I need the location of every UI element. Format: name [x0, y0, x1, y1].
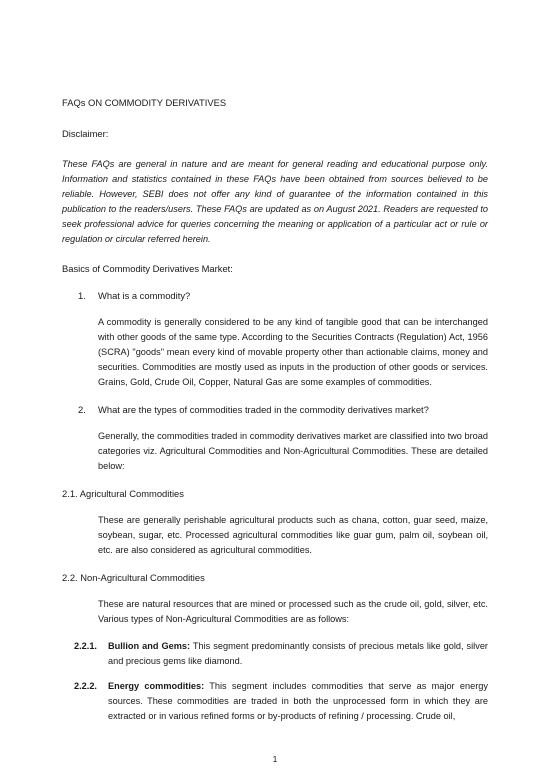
subsection-2-2-heading: 2.2. Non-Agricultural Commodities — [62, 572, 205, 583]
question-1 — [62, 288, 488, 303]
subsection-2-2-text: These are natural resources that are mined or processed such as the crude oil, gold, silver, etc. Various types of Non-Agricultural Commodities are as follows: — [98, 599, 488, 624]
section-heading: Basics of Commodity Derivatives Market: — [62, 263, 233, 274]
question-2-text: What are the types of commodities traded in the commodity derivatives market? — [98, 404, 429, 415]
subsection-2-1-heading: 2.1. Agricultural Commodities — [62, 488, 184, 499]
question-1-text: What is a commodity? — [98, 290, 191, 301]
subsection-2-1-text: These are generally perishable agricultural products such as chana, cotton, guar seed, maize, soybean, sugar, etc. Processed agricultural commodities like guar gum, palm oil, soybean oil, etc. are also considered as agricultural commodities. — [98, 515, 488, 555]
item-2-2-2-number: 2.2.2. — [74, 681, 97, 691]
item-2-2-1 — [62, 639, 488, 669]
item-2-2-1-body — [108, 639, 488, 669]
item-2-2-2 — [62, 679, 488, 724]
question-1-number: 1. — [78, 290, 86, 301]
item-2-2-2-text: This segment includes commodities that serve as major energy sources. These commodities are traded in both the unprocessed form in which they are extracted or in various refined forms or by-products of refining / processing. Crude oil, — [108, 681, 488, 721]
page-number: 1 — [272, 754, 278, 764]
disclaimer-text: These FAQs are general in nature and are meant for general reading and educational purpose only. Information and statistics contained in these FAQs have been obtained from sources believed to be reliable. However, SEBI does not offer any kind of guarantee of the information contained in this publication to the readers/users. These FAQs are updated as on August 2021. Readers are requested to seek professional advice for queries concerning the meaning or application of a particular act or rule or regulation or circular referred herein. — [62, 159, 488, 244]
answer-2: Generally, the commodities traded in commodity derivatives market are classified into two broad categories viz. Agricultural Commodities and Non-Agricultural Commodities. These are detailed below: — [98, 431, 488, 471]
answer-1: A commodity is generally considered to be any kind of tangible good that can be interchanged with other goods of the same type. According to the Securities Contracts (Regulation) Act, 1956 (SCRA) "goods" mean every kind of movable property other than actionable claims, money and securities. Commodities are mostly used as inputs in the production of other goods or services. Grains, Gold, Crude Oil, Copper, Natural Gas are some examples of commodities. — [98, 317, 488, 387]
question-2-number: 2. — [78, 404, 86, 415]
item-2-2-2-term: Energy commodities: — [108, 681, 205, 691]
document-title: FAQs ON COMMODITY DERIVATIVES — [62, 97, 227, 108]
question-2 — [62, 402, 488, 417]
item-2-2-1-number: 2.2.1. — [74, 641, 97, 651]
item-2-2-1-term: Bullion and Gems: — [108, 641, 191, 651]
item-2-2-2-body — [108, 679, 488, 724]
item-2-2-1-text: This segment predominantly consists of precious metals like gold, silver and precious gems like diamond. — [108, 641, 488, 666]
disclaimer-heading: Disclaimer: — [62, 128, 109, 139]
